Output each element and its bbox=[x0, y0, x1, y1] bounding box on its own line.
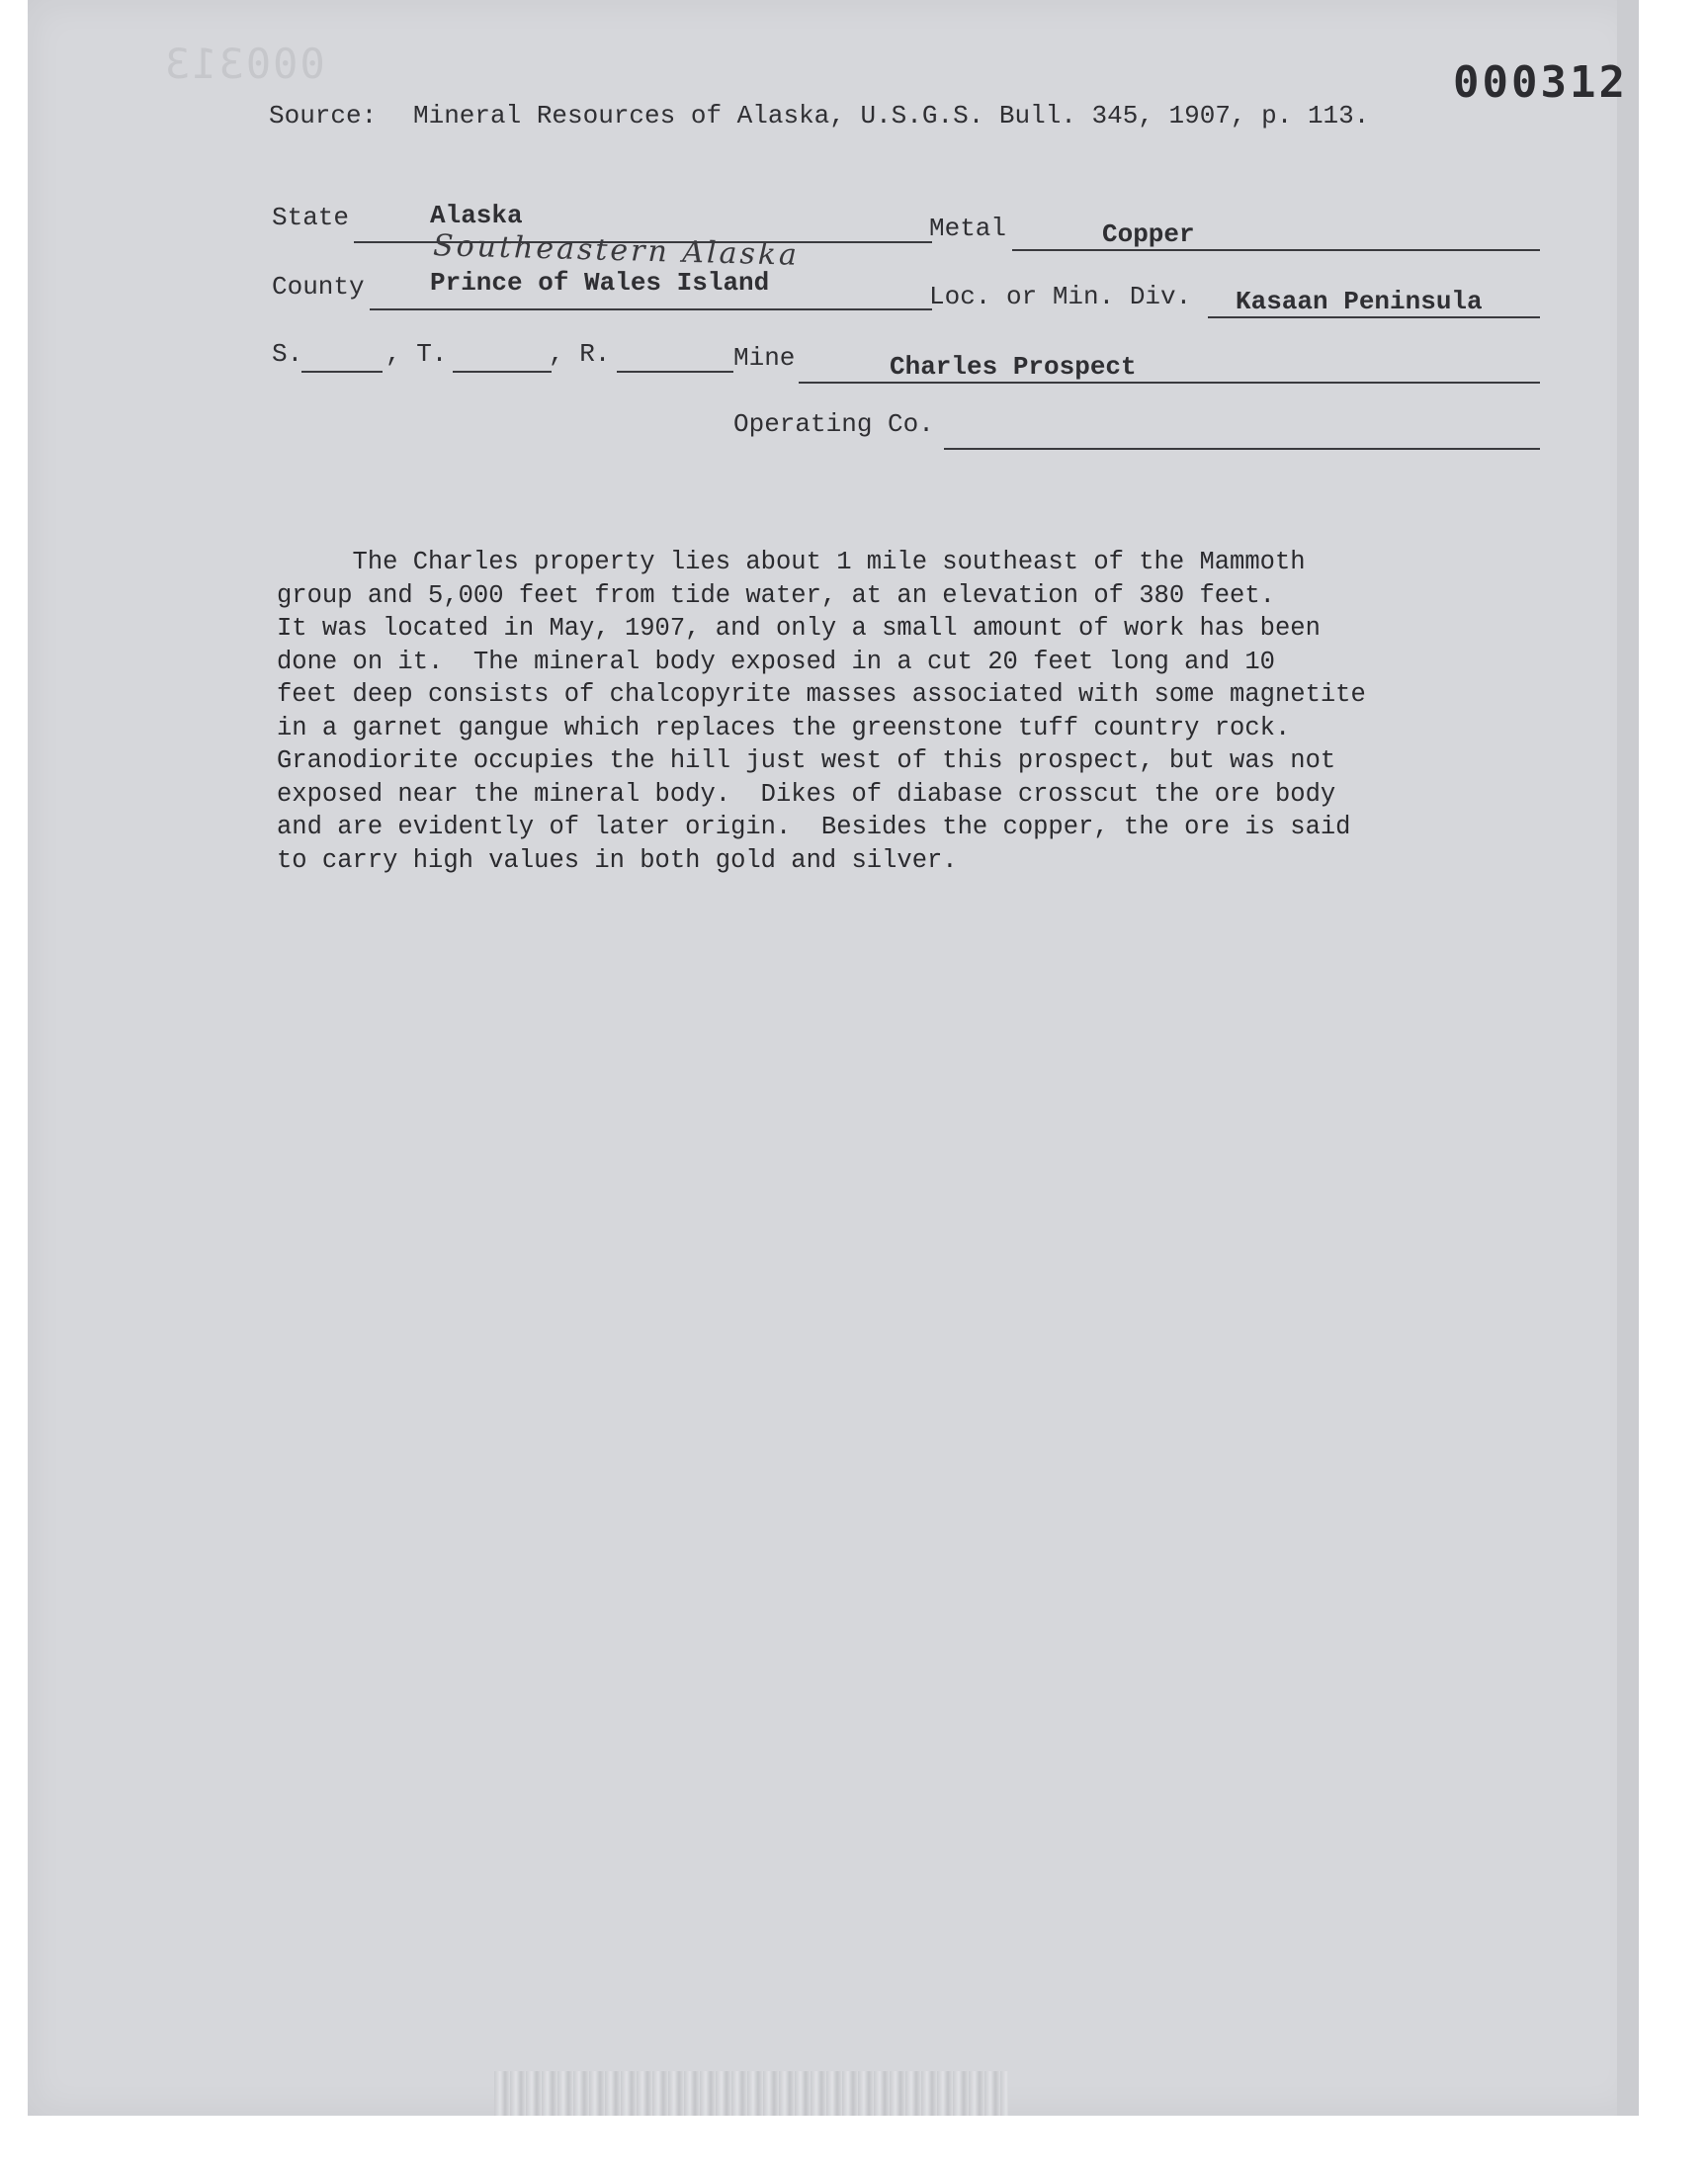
paragraph-line: exposed near the mineral body. Dikes of diabase crosscut the ore body bbox=[277, 779, 1336, 809]
mine-label: Mine bbox=[733, 343, 796, 373]
state-label: State bbox=[272, 203, 350, 232]
sheet-edge bbox=[1617, 0, 1639, 2116]
mine-value: Charles Prospect bbox=[890, 352, 1137, 382]
source-citation: Mineral Resources of Alaska, U.S.G.S. Bull. 345, 1907, p. 113. bbox=[413, 101, 1370, 130]
source-label: Source: bbox=[269, 101, 378, 130]
location-label: Loc. or Min. Div. bbox=[929, 282, 1192, 311]
range-underline bbox=[617, 371, 733, 373]
range-label: , R. bbox=[549, 339, 611, 369]
paragraph-line: and are evidently of later origin. Besides the copper, the ore is said bbox=[277, 813, 1351, 841]
paragraph-line: Granodiorite occupies the hill just west of this prospect, but was not bbox=[277, 746, 1336, 775]
paragraph-line: feet deep consists of chalcopyrite masses associated with some magnetite bbox=[277, 680, 1366, 709]
paragraph-line: It was located in May, 1907, and only a small amount of work has been bbox=[277, 614, 1321, 643]
description-paragraph bbox=[277, 546, 1502, 877]
metal-underline bbox=[1012, 249, 1540, 251]
paragraph-line: group and 5,000 feet from tide water, at an elevation of 380 feet. bbox=[277, 580, 1275, 610]
location-value: Kasaan Peninsula bbox=[1236, 287, 1483, 316]
county-underline bbox=[370, 308, 932, 310]
township-label: , T. bbox=[385, 339, 448, 369]
operating-company-label: Operating Co. bbox=[733, 409, 934, 439]
paragraph-line: in a garnet gangue which replaces the greenstone tuff country rock. bbox=[277, 713, 1291, 742]
metal-value: Copper bbox=[1102, 219, 1195, 249]
section-label: S. bbox=[272, 339, 303, 369]
location-underline bbox=[1208, 316, 1540, 318]
scan-artifact bbox=[494, 2071, 1008, 2116]
metal-label: Metal bbox=[929, 214, 1007, 243]
state-value: Alaska bbox=[430, 201, 523, 230]
township-underline bbox=[453, 371, 552, 373]
mine-underline bbox=[799, 382, 1540, 384]
paragraph-line: to carry high values in both gold and silver. bbox=[277, 845, 958, 875]
paragraph-line: The Charles property lies about 1 mile southeast of the Mammoth bbox=[277, 548, 1306, 576]
operating-company-underline bbox=[944, 448, 1540, 450]
county-label: County bbox=[272, 272, 365, 302]
section-underline bbox=[301, 371, 383, 373]
handwritten-region-note: Southeastern Alaska bbox=[432, 228, 801, 273]
mirrored-stamp-number: 000313 bbox=[163, 40, 325, 88]
document-id-stamp: 000312 bbox=[1453, 57, 1628, 108]
paragraph-line: done on it. The mineral body exposed in a cut 20 feet long and 10 bbox=[277, 647, 1275, 676]
county-value: Prince of Wales Island bbox=[430, 268, 770, 298]
